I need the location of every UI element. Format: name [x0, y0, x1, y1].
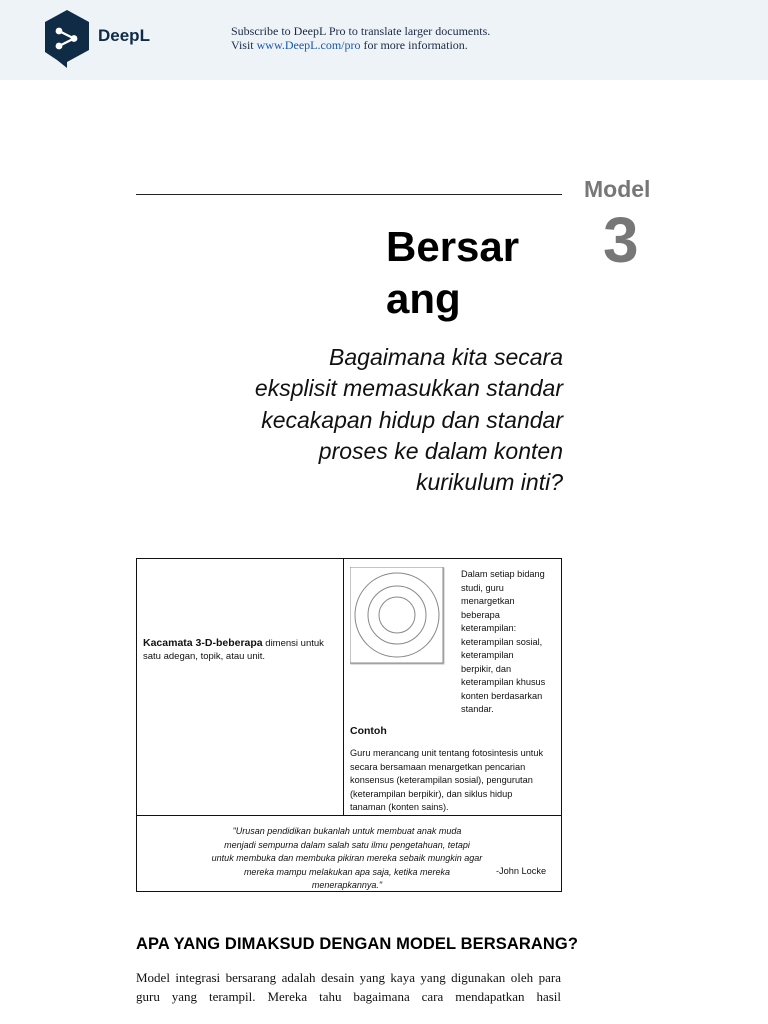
example-text	[350, 747, 560, 815]
question-line: proses ke dalam konten	[318, 437, 563, 464]
example-heading: Contoh	[350, 725, 387, 737]
question-line: Bagaimana kita secara	[329, 344, 563, 370]
description-line: standar.	[461, 704, 494, 714]
description-line: keterampilan:	[461, 623, 517, 633]
example-line: secara bersamaan menargetkan pencarian	[350, 761, 526, 772]
description-line: keterampilan sosial,	[461, 636, 543, 647]
definition-term: Kacamata 3-D-beberapa	[143, 637, 263, 649]
quote-line: "Urusan pendidikan bukanlah untuk membuat anak muda	[232, 826, 462, 836]
model-number: 3	[603, 204, 639, 276]
brand-name: DeepL	[98, 26, 150, 45]
example-line: (keterampilan berpikir), dan siklus hidup	[350, 788, 513, 799]
description-line: beberapa	[461, 609, 500, 620]
deepl-pro-link[interactable]: www.DeepL.com/pro	[256, 38, 361, 52]
question-line: kecakapan hidup dan standar	[261, 406, 563, 433]
subscribe-line: Subscribe to DeepL Pro to translate larger documents.	[231, 24, 491, 38]
description-line: menargetkan	[461, 596, 515, 606]
example-line: konsensus (keterampilan sosial), pengurutan	[350, 775, 533, 785]
chapter-title	[386, 221, 576, 325]
description-line: keterampilan khusus	[461, 677, 546, 687]
visit-prefix: Visit	[231, 38, 257, 52]
subscribe-message	[231, 24, 490, 52]
description-line: keterampilan	[461, 650, 514, 660]
deepl-banner	[0, 0, 768, 80]
description-line: berpikir, dan	[461, 663, 512, 674]
body-line: Model integrasi bersarang adalah desain yang kaya yang digunakan oleh para	[136, 970, 561, 985]
question-line: kurikulum inti?	[416, 469, 563, 496]
model-definition	[143, 637, 338, 663]
box-divider-vertical	[343, 559, 344, 816]
description-line: studi, guru	[461, 582, 504, 593]
quote-line: menjadi sempurna dalam salah satu ilmu pengetahuan, tetapi	[224, 839, 470, 850]
quote-line: menerapkannya."	[311, 880, 383, 890]
chapter-question	[200, 342, 563, 498]
definition-text: dimensi untuk satu adegan, topik, atau unit.	[143, 638, 324, 662]
visit-suffix: for more information.	[360, 38, 468, 52]
example-line: tanaman (konten sains).	[350, 802, 449, 812]
model-summary-box	[136, 558, 562, 892]
example-line: Guru merancang unit tentang fotosintesis untuk	[350, 748, 544, 758]
section-heading: APA YANG DIMAKSUD DENGAN MODEL BERSARANG?	[136, 935, 578, 953]
question-line: eksplisit memasukkan standar	[254, 375, 563, 402]
model-label: Model	[584, 176, 651, 202]
body-line: guru yang terampil. Mereka tahu bagaimana cara mendapatkan hasil	[136, 989, 561, 1004]
deepl-logo-icon[interactable]	[43, 10, 91, 68]
model-description	[461, 568, 561, 717]
quote-author: -John Locke	[496, 866, 547, 876]
quote-line: untuk membuka dan membuka pikiran mereka sebaik mungkin agar	[211, 853, 483, 863]
description-line: Dalam setiap bidang	[461, 569, 545, 579]
header-rule	[136, 194, 562, 195]
quote	[197, 825, 497, 893]
quote-line: mereka mampu melakukan apa saja, ketika mereka	[243, 866, 451, 877]
title-line: Bersar	[386, 223, 520, 270]
title-line: ang	[386, 275, 461, 322]
box-divider-horizontal	[137, 815, 561, 816]
section-body	[136, 968, 561, 1006]
description-line: konten berdasarkan	[461, 690, 543, 701]
visit-line	[231, 38, 490, 52]
nested-circles-diagram	[350, 567, 445, 667]
